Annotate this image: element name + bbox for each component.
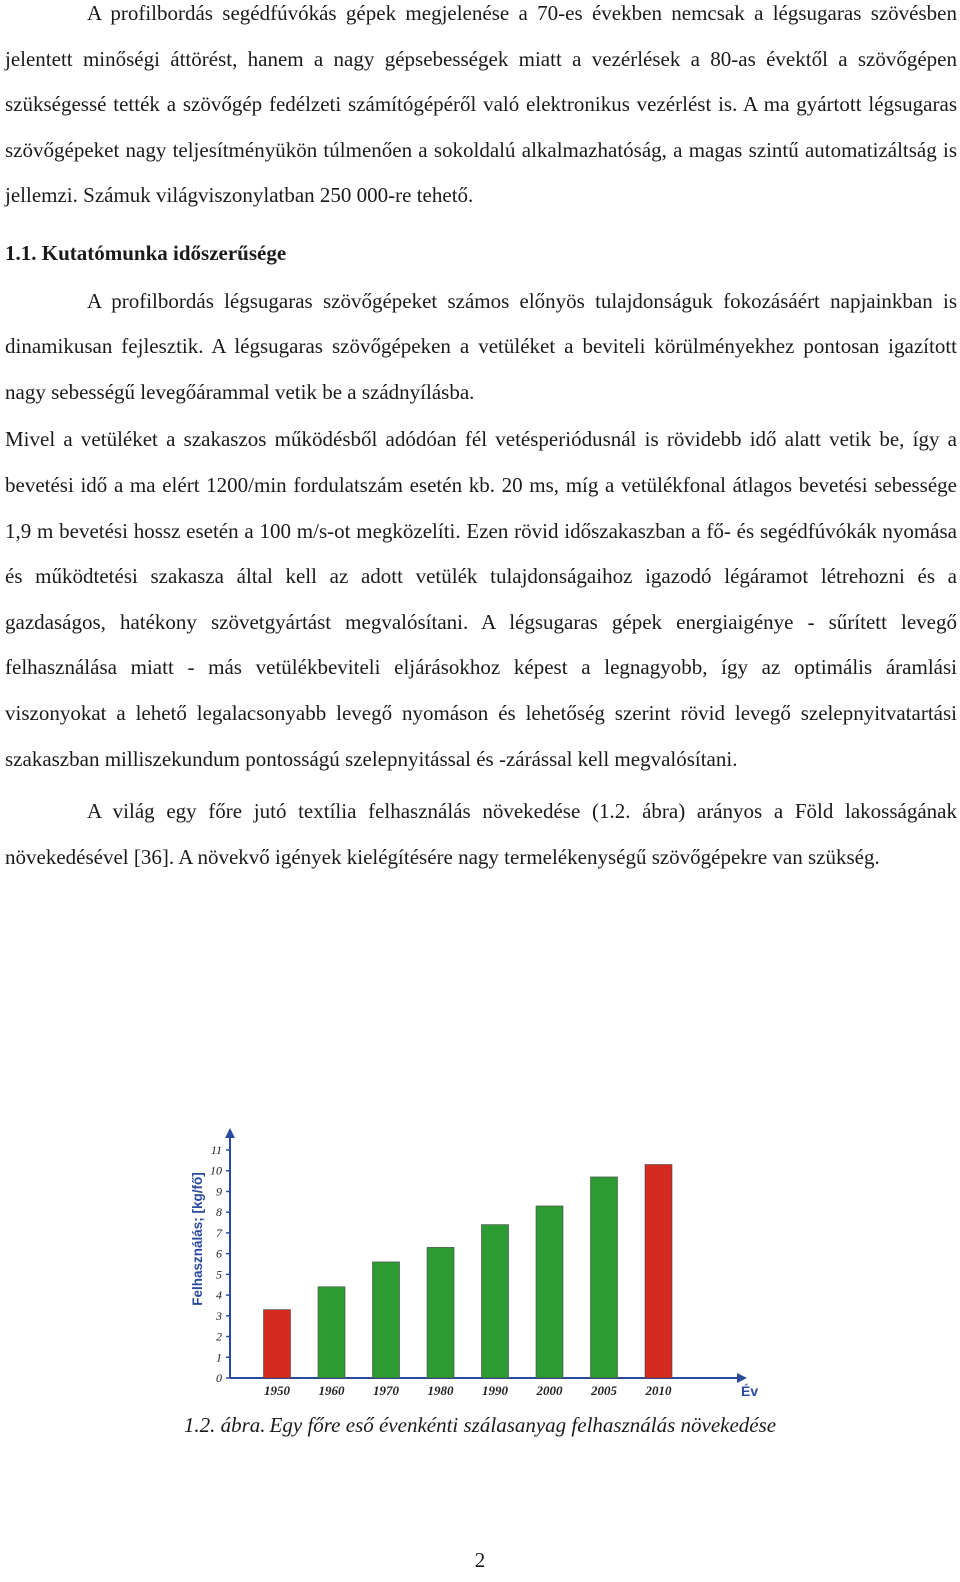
- x-tick-label: 1990: [482, 1383, 508, 1398]
- x-tick-label: 1960: [318, 1383, 345, 1398]
- bar: [645, 1165, 672, 1378]
- x-tick-label: 2000: [536, 1383, 563, 1398]
- y-tick-label: 0: [216, 1371, 222, 1385]
- x-tick-label: 2010: [645, 1383, 672, 1398]
- figure-caption: [0, 1410, 960, 1440]
- page-number: 2: [474, 1548, 486, 1572]
- y-tick-label: 2: [216, 1329, 222, 1344]
- figure-number: 1.2. ábra.: [183, 1413, 266, 1437]
- y-tick-label: 8: [216, 1205, 222, 1220]
- y-tick-label: 3: [216, 1308, 222, 1323]
- x-tick-label: 2005: [591, 1383, 617, 1398]
- y-axis-label: Felhasználás; [kg/fő]: [190, 1172, 205, 1306]
- bar: [427, 1247, 454, 1378]
- y-tick-label: 4: [216, 1288, 222, 1303]
- bar: [536, 1206, 563, 1378]
- y-tick-label: 6: [216, 1246, 222, 1261]
- x-tick-label: 1950: [264, 1383, 290, 1398]
- bar: [591, 1177, 618, 1378]
- x-tick-label: 1980: [427, 1383, 454, 1398]
- paragraph-intro: A profilbordás segédfúvókás gépek megjelenése a 70-es években nemcsak a légsugaras szövésben jelentett minőségi áttörést, hanem a nagy gépsebességek miatt a vezérlések a 80-as évektől a szövőgépen szükségessé tették a szövőgép fedélzeti számítógépéről való elektronikus vezérlést is. A ma gyártott légsugaras szövőgépeket nagy teljesítményükön túlmenően a sokoldalú alkalmazhatóság, a magas szintű automatizáltság is jellemzi. Számuk világviszonylatban 250 000-re tehető.: [5, 1, 957, 208]
- bar: [482, 1225, 509, 1378]
- bar: [264, 1310, 291, 1378]
- bar: [373, 1262, 400, 1378]
- y-axis-arrow: [225, 1128, 235, 1138]
- y-tick-label: 9: [216, 1184, 222, 1199]
- bar: [318, 1287, 345, 1378]
- paragraph-consumption: A világ egy főre jutó textília felhasználás növekedése (1.2. ábra) arányos a Föld lakosságának növekedésével [36]. A növekvő igények kielégítésére nagy termelékenységű szövőgépekre van szükség.: [5, 799, 957, 869]
- x-axis-arrow: [737, 1373, 747, 1383]
- y-tick-label: 1: [216, 1350, 222, 1365]
- paragraph-research: A profilbordás légsugaras szövőgépeket számos előnyös tulajdonságuk fokozásáért napjainkban is dinamikusan fejlesztik. A légsugaras szövőgépeken a vetüléket a beviteli körülményekhez pontosan igazított nagy sebességű levegőárammal vetik be a szádnyílásba.: [5, 288, 957, 404]
- y-tick-label: 5: [216, 1267, 222, 1282]
- x-axis-label: Év: [741, 1383, 759, 1399]
- section-heading: 1.1. Kutatómunka időszerűsége: [5, 240, 287, 265]
- chart-svg: [180, 1128, 770, 1404]
- y-tick-label: 11: [210, 1143, 222, 1157]
- paragraph-timing: Mivel a vetüléket a szakaszos működésből adódóan fél vetésperiódusnál is rövidebb idő alatt vetik be, így a bevetési idő a ma elért 1200/min fordulatszám esetén kb. 20 ms, míg a vetülékfonal átlagos bevetési sebessége 1,9 m bevetési hossz esetén a 100 m/s-ot megközelíti. Ezen rövid időszakaszban a fő- és segédfúvókák nyomása és működtetési szakasza által kell az adott vetülék tulajdonságaihoz igazodó légáramot létrehozni és a gazdaságos, hatékony szövetgyártást megvalósítani. A légsugaras gépek energiaigénye - sűrített levegő felhasználása miatt - más vetülékbeviteli eljárásokhoz képest a legnagyobb, így az optimális áramlási viszonyokat a lehető legalacsonyabb levegő nyomáson és lehetőség szerint rövid levegő szelepnyitvatartási szakaszban milliszekundum pontosságú szelepnyitással és -zárással kell megvalósítani.: [5, 427, 957, 771]
- document-body: [5, 0, 957, 880]
- consumption-bar-chart: [180, 1128, 770, 1404]
- figure-caption-text: Egy főre eső évenkénti szálasanyag felhasználás növekedése: [269, 1413, 777, 1437]
- y-tick-label: 10: [210, 1163, 222, 1178]
- x-tick-label: 1970: [373, 1383, 399, 1398]
- y-tick-label: 7: [216, 1225, 222, 1240]
